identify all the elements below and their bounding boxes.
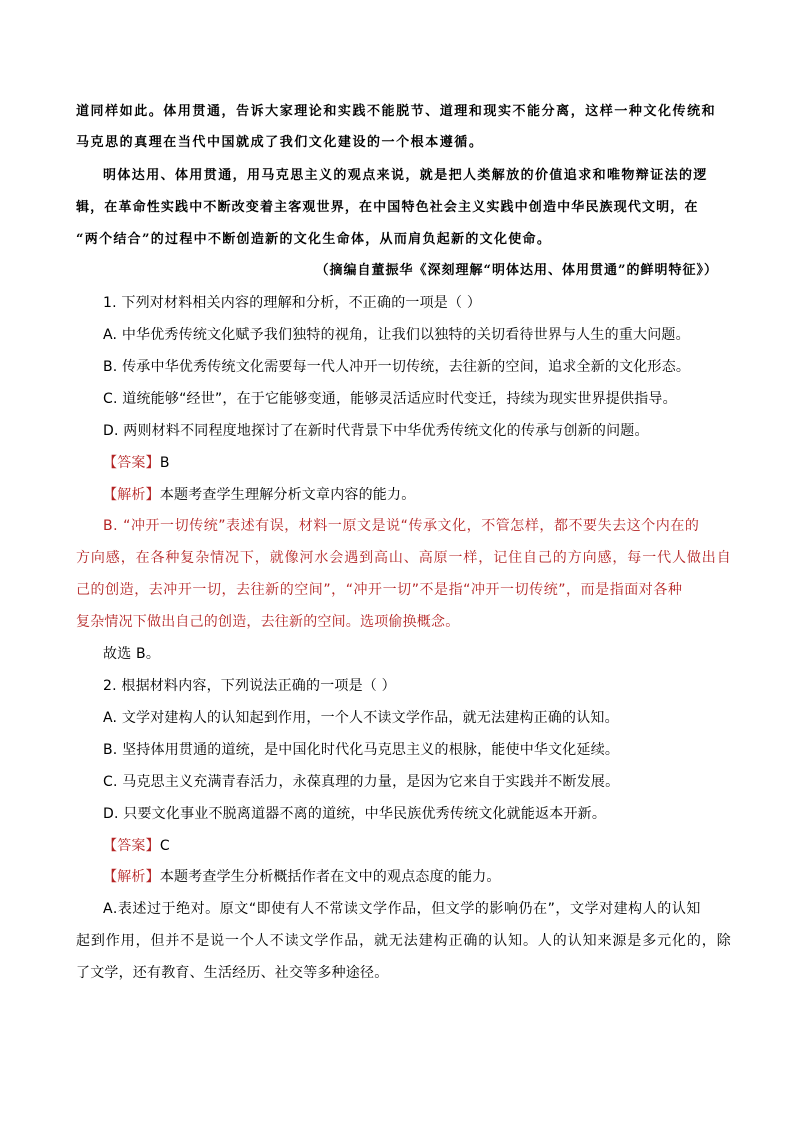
question-1-conclusion: 故选 B。 bbox=[103, 646, 161, 662]
question-2-stem: 2. 根据材料内容，下列说法正确的一项是（ ） bbox=[103, 678, 396, 694]
answer-label: 【答案】 bbox=[103, 455, 160, 471]
answer-label: 【答案】 bbox=[103, 838, 160, 854]
passage-line: 明体达用、体用贯通，用马克思主义的观点来说，就是把人类解放的价值追求和唯物辩证法的逻 bbox=[103, 168, 708, 183]
question-1-explanation-line: 方向感，在各种复杂情况下，就像河水会遇到高山、高原一样，记住自己的方向感，每一代人做出自 bbox=[76, 550, 732, 566]
question-2-option-c: C. 马克思主义充满青春活力，永葆真理的力量，是因为它来自于实践并不断发展。 bbox=[103, 774, 620, 790]
question-2-option-b: B. 坚持体用贯通的道统，是中国化时代化马克思主义的根脉，能使中华文化延续。 bbox=[103, 742, 620, 758]
question-1-analysis bbox=[103, 485, 794, 505]
passage-line: “两个结合”的过程中不断创造新的文化生命体，从而肩负起新的文化使命。 bbox=[76, 232, 552, 247]
question-2-option-a: A. 文学对建构人的认知起到作用，一个人不读文学作品，就无法建构正确的认知。 bbox=[103, 710, 619, 726]
passage-line: 辑，在革命性实践中不断改变着主客观世界，在中国特色社会主义实践中创造中华民族现代文明，在 bbox=[76, 200, 699, 215]
question-1-option-b: B. 传承中华优秀传统文化需要每一代人冲开一切传统，去往新的空间，追求全新的文化形态。 bbox=[103, 359, 691, 375]
analysis-text: 本题考查学生理解分析文章内容的能力。 bbox=[159, 487, 416, 503]
question-2-explanation-line: 起到作用，但并不是说一个人不读文学作品，就无法建构正确的认知。人的认知来源是多元化的，除 bbox=[76, 933, 732, 949]
question-2-explanation-line: A.表述过于绝对。原文“即使有人不常读文学作品，但文学的影响仍在”，文学对建构人的认知 bbox=[103, 901, 701, 917]
question-1-explanation-line: 复杂情况下做出自己的创造，去往新的空间。选项偷换概念。 bbox=[76, 614, 460, 630]
question-1-option-c: C. 道统能够“经世”，在于它能够变通，能够灵活适应时代变迁，持续为现实世界提供指导。 bbox=[103, 391, 677, 407]
question-1-explanation-line: 己的创造，去冲开一切，去往新的空间”，“冲开一切”不是指“冲开一切传统”，而是指面对各种 bbox=[76, 582, 683, 598]
passage-source: （摘编自董振华《深刻理解“明体达用、体用贯通”的鲜明特征》） bbox=[315, 263, 718, 278]
analysis-text: 本题考查学生分析概括作者在文中的观点态度的能力。 bbox=[159, 869, 501, 885]
answer-value: C bbox=[159, 838, 170, 854]
question-1-stem: 1. 下列对材料相关内容的理解和分析，不正确的一项是（ ） bbox=[103, 295, 482, 311]
passage-line: 道同样如此。体用贯通，告诉大家理论和实践不能脱节、道理和现实不能分离，这样一种文化传统和 bbox=[76, 104, 717, 119]
question-2-option-d: D. 只要文化事业不脱离道器不离的道统，中华民族优秀传统文化就能返本开新。 bbox=[103, 806, 607, 822]
question-2-answer bbox=[103, 836, 794, 856]
question-1-answer bbox=[103, 453, 794, 473]
question-1-option-d: D. 两则材料不同程度地探讨了在新时代背景下中华优秀传统文化的传承与创新的问题。 bbox=[103, 423, 649, 439]
answer-value: B bbox=[159, 455, 170, 471]
question-1-option-a: A. 中华优秀传统文化赋予我们独特的视角，让我们以独特的关切看待世界与人生的重大问题。 bbox=[103, 327, 690, 343]
question-2-explanation-line: 了文学，还有教育、生活经历、社交等多种途径。 bbox=[76, 965, 389, 981]
question-2-analysis bbox=[103, 867, 794, 887]
analysis-label: 【解析】 bbox=[103, 487, 160, 503]
passage-line: 马克思的真理在当代中国就成了我们文化建设的一个根本遵循。 bbox=[76, 135, 484, 150]
analysis-label: 【解析】 bbox=[103, 869, 160, 885]
question-1-explanation-line: B. “冲开一切传统”表述有误，材料一原文是说“传承文化，不管怎样，都不要失去这个内在的 bbox=[103, 518, 700, 534]
